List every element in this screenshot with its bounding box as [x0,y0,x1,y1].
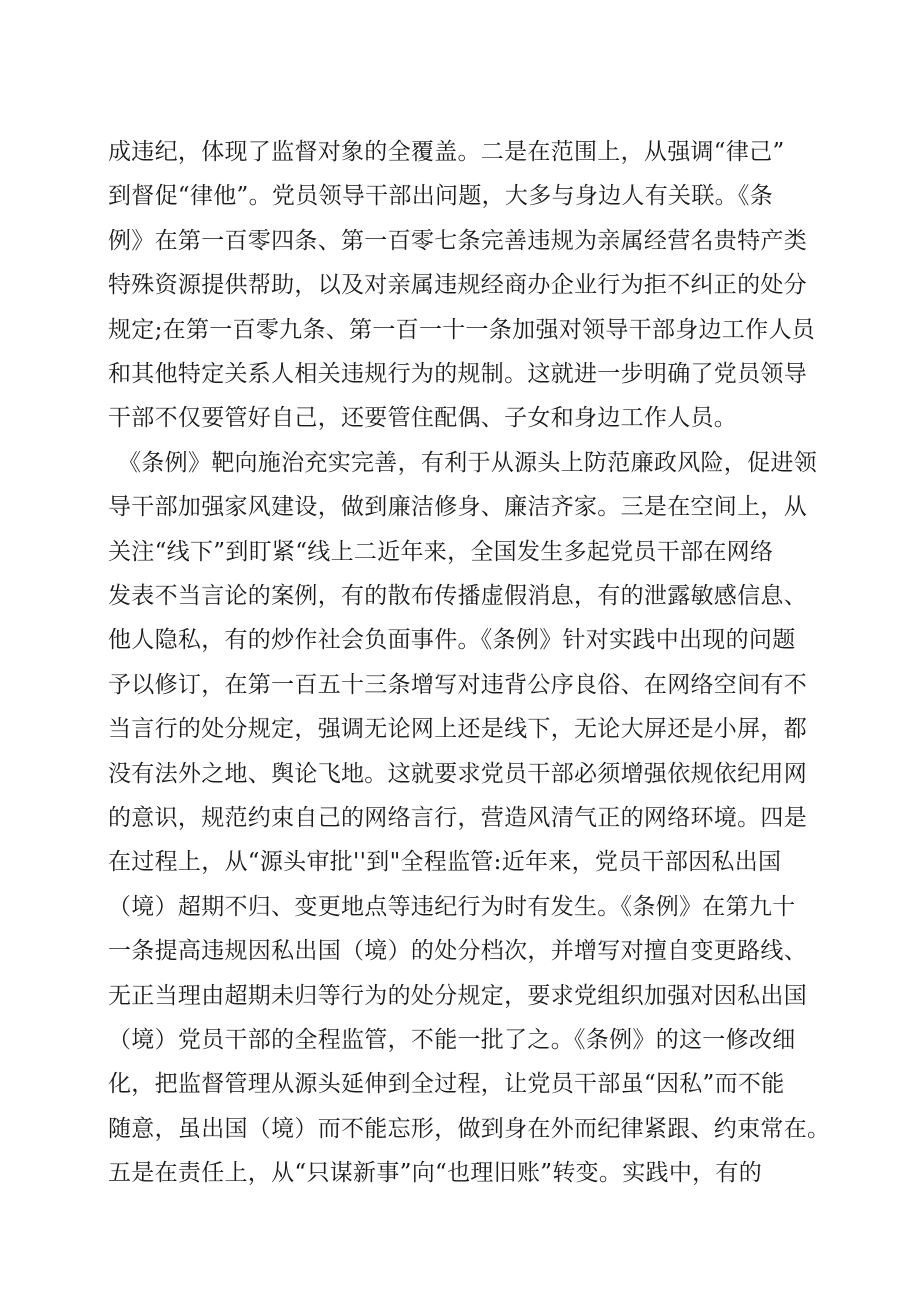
text-line: 予以修订，在第一百五十三条增写对违背公序良俗、在网络空间有不 [108,671,807,698]
text-line: 他人隐私，有的炒作社会负面事件。《条例》针对实践中出现的问题 [108,627,796,654]
text-line: 和其他特定关系人相关违规行为的规制。这就进一步明确了党员领导 [108,361,807,387]
text-line: 无正当理由超期未归等行为的处分规定，要求党组织加强对因私出国 [108,982,807,1009]
text-line: 五是在责任上，从“只谋新事”向“也理旧账”转变。实践中，有的 [108,1160,763,1187]
text-line: 成违纪，体现了监督对象的全覆盖。二是在范围上，从强调“律己” [108,139,785,165]
text-line: 的意识，规范约束自己的网络言行，营造风清气正的网络环境。四是 [108,805,807,831]
text-line: 在过程上，从“源头审批''到"全程监管:近年来，党员干部因私出国 [108,849,782,876]
text-line: 规定;在第一百零九条、第一百一十一条加强对领导干部身边工作人员 [108,316,816,343]
text-line: 干部不仅要管好自己，还要管住配偶、子女和身边工作人员。 [108,405,738,432]
text-line: 例》在第一百零四条、第一百零七条完善违规为亲属经营名贵特产类 [108,227,807,254]
text-line: 关注“线下”到盯紧“线上二近年来，全国发生多起党员干部在网络 [108,538,774,565]
text-line: 没有法外之地、舆论飞地。这就要求党员干部必须增强依规依纪用网 [108,760,807,787]
text-line: 一条提高违规因私出国（境）的处分档次，并增写对擅自变更路线、 [108,938,807,965]
text-line: （境）超期不归、变更地点等违纪行为时有发生。《条例》在第九十 [108,893,796,920]
text-line: 化，把监督管理从源头延伸到全过程，让党员干部虽“因私”而不能 [108,1071,785,1098]
text-line: （境）党员干部的全程监管，不能一批了之。《条例》的这一修改细 [108,1027,796,1053]
text-line: 当言行的处分规定，强调无论网上还是线下，无论大屏还是小屏，都 [108,716,807,743]
text-line: 随意，虽出国（境）而不能忘形，做到身在外而纪律紧跟、约束常在。 [108,1115,831,1142]
text-line: 到督促“律他”。党员领导干部出问题，大多与身边人有关联。《条 [108,183,774,210]
text-line: 导干部加强家风建设，做到廉洁修身、廉洁齐家。三是在空间上，从 [108,494,807,521]
text-line: 发表不当言论的案例，有的散布传播虚假消息，有的泄露敏感信息、 [108,583,807,609]
text-line: 特殊资源提供帮助，以及对亲属违规经商办企业行为拒不纠正的处分 [108,272,807,299]
text-line: 《条例》靶向施治充实完善，有利于从源头上防范廉政风险，促进领 [118,449,817,476]
